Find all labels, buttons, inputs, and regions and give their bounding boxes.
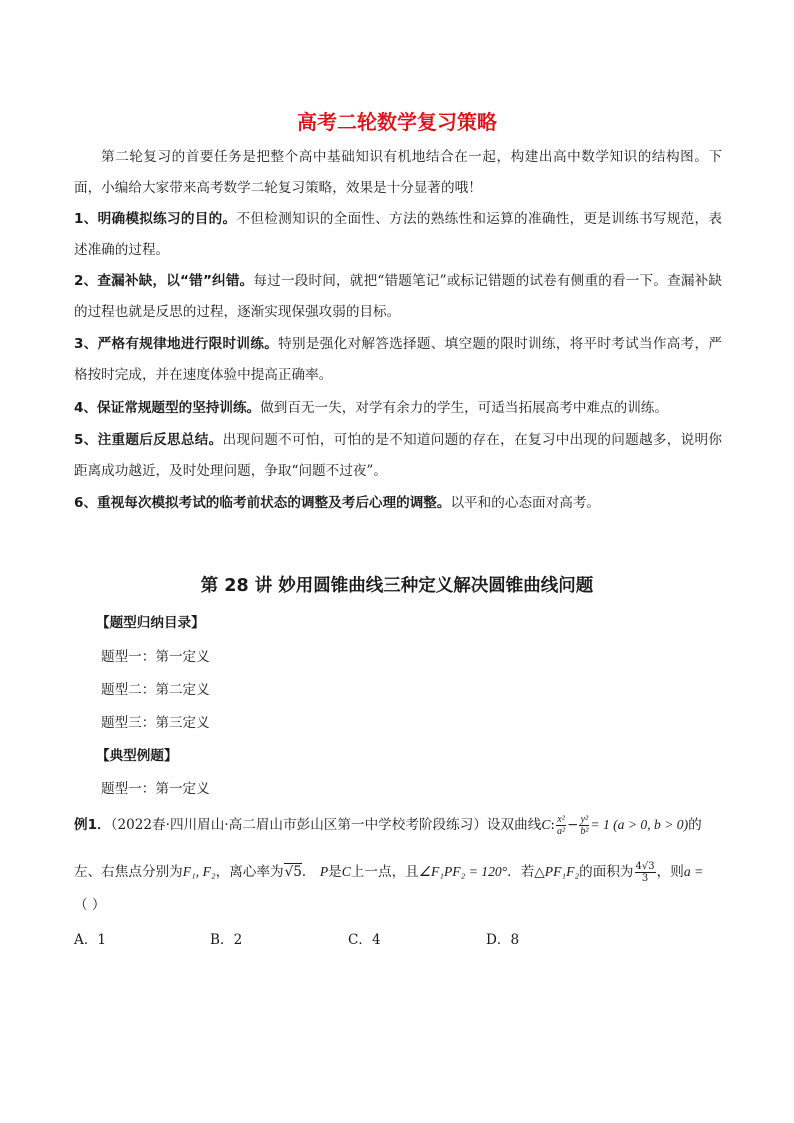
text-area-is: 的面积为 [579,864,634,880]
catalog-item-1: 题型一：第一定义 [101,649,210,665]
strategy-1 [74,204,722,266]
strategy-1-heading: 1、明确模拟练习的目的。 [74,211,237,227]
example-1-tail: 的 [688,817,702,833]
text-foci-intro: 左、右焦点分别为 [74,864,183,880]
strategy-6-heading: 6、重视每次模拟考试的临考前状态的调整及考后心理的调整。 [74,495,451,511]
text-point-on: 上一点，且 [350,864,419,880]
fraction-x-numerator: x² [557,814,565,825]
angle-expression: ∠F₁PF₂ = 120° [418,864,508,879]
text-eccentricity-intro: ，离心率为 [215,864,284,880]
strategy-5-heading: 5、注重题后反思总结。 [74,432,223,448]
ask-a: a = [683,864,704,879]
strategy-2 [74,266,722,328]
area-fraction [635,861,656,884]
foci-symbols: F₁, F₂ [182,864,216,879]
fraction-x-denominator: a² [556,826,565,837]
strategy-2-heading: 2、查漏补缺，以“错”纠错。 [74,273,254,289]
example-1-line-2 [74,861,703,884]
section-heading: 题型一：第一定义 [101,781,210,797]
strategy-4 [74,393,722,424]
option-c: C．4 [348,932,381,948]
fraction-y-denominator: b² [580,826,589,837]
strategy-6-text: 以平和的心态面对高考。 [450,495,601,511]
catalog-item-2: 题型二：第二定义 [101,682,210,698]
strategy-2-text: 每过一段时间，就把“错题笔记”或标记错题的试卷有侧重的看一下。查漏补缺的过程也就是反思的过程，逐渐实现保强攻弱的目标。 [74,273,723,320]
curve-name: C [541,817,551,832]
example-1-source: （2022春·四川眉山·高二眉山市彭山区第一中学校考阶段练习）设双曲线 [110,817,542,833]
intro-paragraph: 第二轮复习的首要任务是把整个高中基础知识有机地结合在一起，构建出高中数学知识的结构图。下面，小编给大家带来高考数学二轮复习策略，效果是十分显著的哦！ [74,149,722,196]
fraction-y [579,814,589,837]
curve-name-2: C [341,864,351,879]
strategy-4-heading: 4、保证常规题型的坚持训练。 [74,400,261,416]
strategy-6 [74,488,722,519]
option-b: B．2 [210,932,243,948]
triangle-name: PF₁F₂ [544,864,580,879]
option-d: D．8 [486,932,520,948]
option-a: A．1 [74,932,107,948]
strategy-3-heading: 3、严格有规律地进行限时训练。 [74,336,279,352]
eccentricity-value: √5 [284,864,302,880]
text-then: ，则 [656,864,684,880]
catalog-header: 【题型归纳目录】 [96,615,205,631]
text-if-triangle: ．若△ [507,864,545,880]
answer-paren: （ ） [74,897,106,913]
strategy-5-text: 出现问题不可怕，可怕的是不知道问题的存在，在复习中出现的问题越多，说明你距离成功越近，及时处理问题，争取“问题不过夜”。 [74,432,722,479]
strategy-4-text: 做到百无一失，对学有余力的学生，可适当拓展高考中难点的训练。 [260,400,668,416]
text-is: 是 [328,864,342,880]
fraction-x [556,814,566,837]
examples-header: 【典型例题】 [96,748,178,764]
example-1-line-1: 例1．（2022春·四川眉山·高二眉山市彭山区第一中学校考阶段练习）设双曲线C: $\frac{\text{x²}}{\text{a²}}$ − $\frac{\text{y²}}{\text{b²}}$ = 1 (a > 0, b > 0)的 [74,814,702,837]
strategy-5 [74,425,722,487]
area-numerator: 4√3 [635,861,655,872]
strategy-3 [74,329,722,391]
point-p: P [319,864,329,879]
area-denominator: 3 [641,873,649,884]
catalog-item-3: 题型三：第三定义 [101,715,210,731]
fraction-y-numerator: y² [580,814,589,825]
example-1-label: 例1． [74,817,111,833]
lecture-title: 第 28 讲 妙用圆锥曲线三种定义解决圆锥曲线问题 [200,576,594,596]
strategy-1-text: 不但检测知识的全面性、方法的熟练性和运算的准确性，更是训练书写规范，表述准确的过程。 [74,211,722,258]
strategy-3-text: 特别是强化对解答选择题、填空题的限时训练，将平时考试当作高考，严格按时完成，并在速度体验中提高正确率。 [74,336,722,383]
text-period: ． [301,864,316,880]
equation-rhs: = 1 (a > 0, b > 0) [590,817,689,832]
document-title: 高考二轮数学复习策略 [297,110,497,134]
